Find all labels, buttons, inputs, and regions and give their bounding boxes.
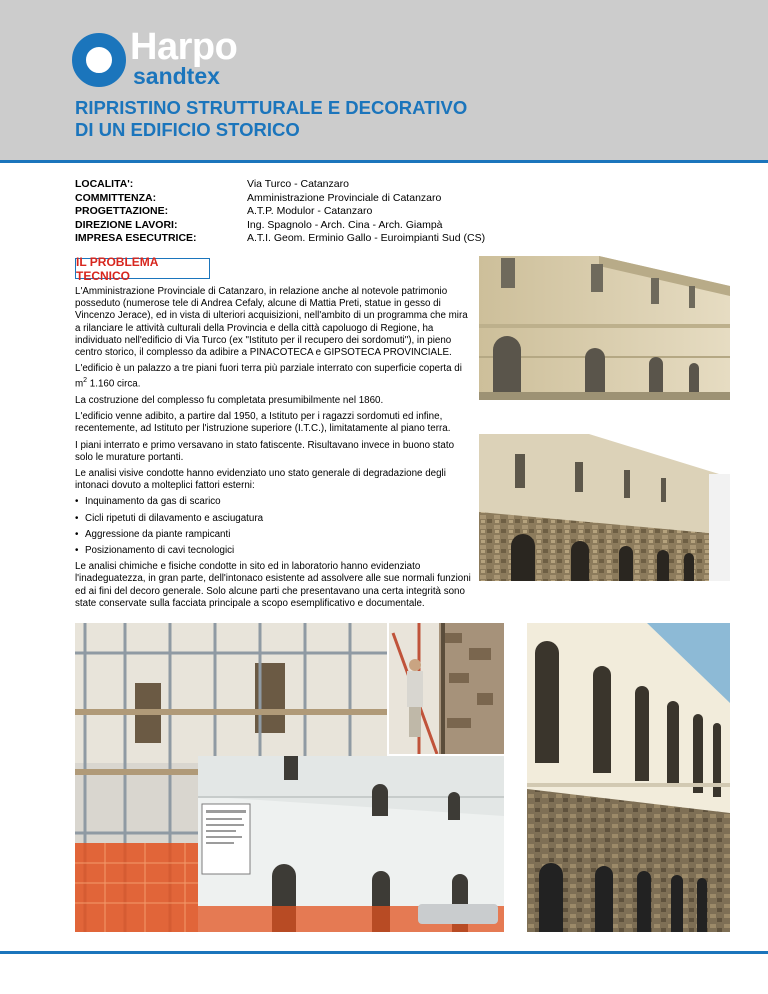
photo-plastered-facade [198,756,504,932]
section-title: IL PROBLEMA TECNICO [75,258,210,279]
paragraph-part: L'edificio è un palazzo a tre piani fuori terra più parziale interrato con superficie coperta di m [75,363,462,390]
photo-worker [389,623,504,754]
paragraph: Le analisi visive condotte hanno evidenziato uno stato generale di degradazione degli intonaci dovuto a molteplici fattori esterni: [75,467,446,492]
info-labels [75,178,197,246]
title-line-2: DI UN EDIFICIO STORICO [75,119,300,140]
bullet-list [75,496,471,557]
info-value: Amministrazione Provinciale di Catanzaro [247,191,442,204]
harpo-logo-icon [72,33,126,87]
logo-subtitle: sandtex [133,63,220,89]
superscript: 2 [83,377,88,385]
paragraph [75,363,471,391]
info-value: A.T.P. Modulor - Catanzaro [247,205,373,217]
paragraph: I piani interrato e primo versavano in stato fatiscente. Risultavano invece in buono stato solo le murature portanti. [75,439,455,463]
paragraph: L'Amministrazione Provinciale di Catanzaro, in relazione anche al notevole patrimonio posseduto (numerose tele di Andrea Cefaly, alcune di Mattia Preti, statue in gesso di Vincenzo Jerace), ed in vista di ulteriori acquisizioni, nell'ambito di un programma che mira a rilanciare le attività culturali della Provincia e della città capoluogo di Regione, ha individuato nell'edificio di Via Turco (ex "Istituto per il recupero dei sordomuti"), in pieno centro storico, il complesso da adibire a PINACOTECA e GIPSOTECA PROVINCIALE. [75,286,468,359]
header-divider [0,160,768,163]
paragraph: Le analisi chimiche e fisiche condotte in sito ed in laboratorio hanno evidenziato l'inadeguatezza, in gran parte, dell'intonaco esistente ad assolvere alle sue normali funzioni ed ai fini del decoro generale. Solo alcune parti che presentavano una certa integrità sono state conservate sulla facciata principale a scopo esemplificativo e documentale. [75,561,471,609]
info-label: PROGETTAZIONE: [75,205,169,217]
photo-stone-facade [479,434,730,581]
page-title [75,97,467,141]
info-value: Via Turco - Catanzaro [247,178,349,190]
bullet-item: • Inquinamento da gas di scarico [75,496,471,508]
bullet-item: • Posizionamento di cavi tecnologici [75,545,471,557]
logo-name: Harpo [130,26,238,68]
info-value: A.T.I. Geom. Erminio Gallo - Euroimpianti Sud (CS) [247,232,486,244]
photo-facade-before [479,256,730,400]
info-label: COMMITTENZA: [75,191,157,204]
paragraph-part: 1.160 circa. [87,378,141,390]
title-line-1: RIPRISTINO STRUTTURALE E DECORATIVO [75,97,468,118]
info-label: DIREZIONE LAVORI: [75,218,178,231]
info-label: IMPRESA ESECUTRICE: [75,232,197,244]
paragraph: L'edificio venne adibito, a partire dal 1950, a Istituto per i ragazzi sordomuti ed infine, recentemente, ad Istituto per l'istruzione superiore (I.T.C.), limitatamente al piano terra. [75,411,451,435]
info-label: LOCALITA': [75,178,134,190]
info-value: Ing. Spagnolo - Arch. Cina - Arch. Giampà [247,218,443,231]
bullet-item: • Cicli ripetuti di dilavamento e asciugatura [75,513,471,525]
photo-finished-facade [527,623,730,932]
body-text [75,286,471,614]
paragraph: La costruzione del complesso fu completata presumibilmente nel 1860. [75,394,384,406]
bullet-item: • Aggressione da piante rampicanti [75,529,471,541]
footer-divider [0,951,768,954]
info-values [247,178,485,246]
